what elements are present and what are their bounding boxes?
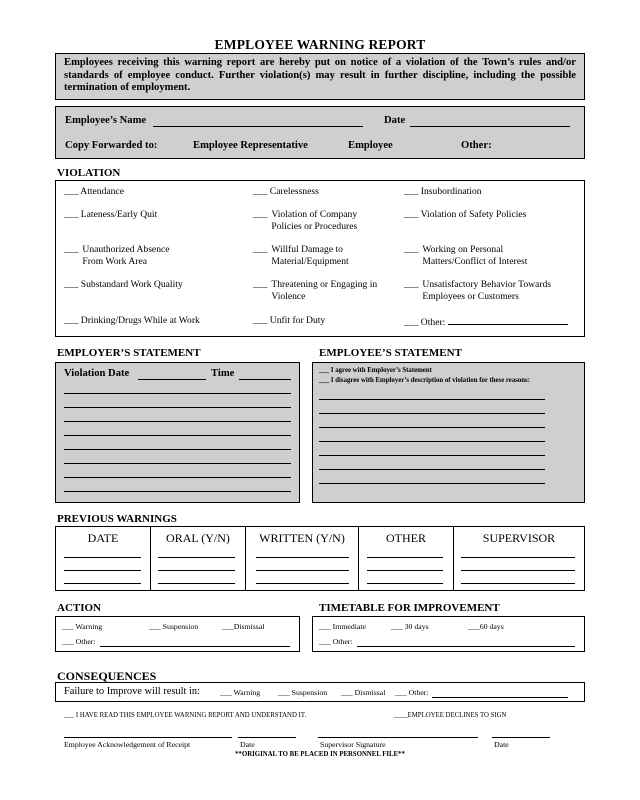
col-oral: ORAL (Y/N) (166, 531, 230, 545)
timetable-other[interactable]: ___ Other: (319, 637, 353, 646)
employee-info-box (55, 106, 585, 159)
employer-line (64, 449, 291, 450)
violation-item-other[interactable]: ___ Other: (404, 315, 568, 329)
employee-line (319, 413, 545, 414)
employer-line (64, 407, 291, 408)
employer-line (64, 477, 291, 478)
supervisor-signature-label: Supervisor Signature (320, 740, 386, 749)
employee-date-label: Date (240, 740, 255, 749)
employee-statement-box[interactable] (312, 362, 585, 503)
timetable-30-days[interactable]: ___ 30 days (391, 622, 429, 631)
disagree-option[interactable]: ___ I disagree with Employer’s description of violation for these reasons: (319, 377, 530, 384)
violation-item-carelessness[interactable]: ___ Carelessness (253, 186, 319, 197)
violation-date-label: Violation Date (64, 368, 130, 379)
copy-forwarded-label: Copy Forwarded to: (65, 140, 158, 151)
col-written: WRITTEN (Y/N) (259, 531, 345, 545)
copy-other[interactable]: Other: (461, 140, 492, 151)
col-other: OTHER (386, 531, 426, 545)
employer-line (64, 393, 291, 394)
supervisor-signature-line (318, 737, 478, 738)
personnel-file-footer: **ORIGINAL TO BE PLACED IN PERSONNEL FILE** (235, 751, 405, 758)
consequences-box (55, 682, 585, 702)
employee-name-field[interactable] (153, 117, 363, 127)
violation-item-substandard-work[interactable]: ___ Substandard Work Quality (64, 279, 183, 290)
violation-item-attendance[interactable]: ___ Attendance (64, 186, 124, 197)
violation-item-unfit-for-duty[interactable]: ___ Unfit for Duty (253, 315, 326, 326)
employee-date-line (238, 737, 296, 738)
report-title: EMPLOYEE WARNING REPORT (214, 37, 426, 52)
time-field[interactable] (239, 370, 291, 380)
employer-line (64, 421, 291, 422)
timetable-immediate[interactable]: ___ Immediate (319, 622, 366, 631)
violation-item-willful-damage[interactable]: ___ Willful Damage to Material/Equipment (253, 244, 349, 267)
timetable-box (312, 616, 585, 652)
declines-to-sign-option[interactable]: ____EMPLOYEE DECLINES TO SIGN (394, 712, 507, 719)
failure-label: Failure to Improve will result in: (64, 686, 200, 697)
consequence-suspension[interactable]: ___ Suspension (278, 688, 328, 697)
employee-name-label: Employee’s Name (65, 115, 147, 126)
supervisor-date-line (492, 737, 550, 738)
date-label: Date (384, 115, 406, 126)
violation-date-field[interactable] (138, 370, 206, 380)
action-suspension[interactable]: ___ Suspension (149, 622, 199, 631)
employee-acknowledgement-label: Employee Acknowledgement of Receipt (64, 740, 191, 749)
consequences-heading: CONSEQUENCES (57, 669, 157, 683)
consequence-other-field[interactable] (432, 688, 568, 698)
time-label: Time (211, 368, 235, 379)
violation-item-lateness[interactable]: ___ Lateness/Early Quit (64, 209, 158, 220)
timetable-60-days[interactable]: ___60 days (468, 622, 504, 631)
consequence-warning[interactable]: ___ Warning (220, 688, 261, 697)
action-heading: ACTION (57, 602, 102, 614)
employee-signature-line (64, 737, 232, 738)
col-date: DATE (87, 531, 119, 545)
violation-item-company-policies[interactable]: ___ Violation of Company Policies or Procedures (253, 209, 358, 232)
copy-employee[interactable]: Employee (348, 140, 393, 151)
timetable-other-field[interactable] (357, 637, 575, 647)
employer-statement-box[interactable] (55, 362, 300, 503)
previous-warnings-heading: PREVIOUS WARNINGS (57, 513, 177, 525)
employer-line (64, 491, 291, 492)
col-supervisor: SUPERVISOR (482, 531, 556, 545)
agree-option[interactable]: ___ I agree with Employer’s Statement (319, 367, 432, 374)
employer-line (64, 463, 291, 464)
employer-line (64, 435, 291, 436)
consequence-other[interactable]: ___ Other: (395, 688, 429, 697)
violation-item-unauthorized-absence[interactable]: ___ Unauthorized Absence From Work Area (64, 244, 170, 267)
action-dismissal[interactable]: ___Dismissal (222, 622, 265, 631)
employee-line (319, 483, 545, 484)
action-warning[interactable]: ___ Warning (62, 622, 103, 631)
employer-statement-heading: EMPLOYER’S STATEMENT (57, 347, 201, 359)
violation-item-safety-policies[interactable]: ___ Violation of Safety Policies (404, 209, 527, 220)
employee-line (319, 469, 545, 470)
violation-item-personal-matters[interactable]: ___ Working on Personal Matters/Conflict of Interest (404, 244, 528, 267)
action-other[interactable]: ___ Other: (62, 637, 96, 646)
intro-notice-box (55, 53, 585, 100)
employee-line (319, 399, 545, 400)
violation-item-unsatisfactory-behavior[interactable]: ___ Unsatisfactory Behavior Towards Employees or Customers (404, 279, 552, 302)
violation-item-drinking-drugs[interactable]: ___ Drinking/Drugs While at Work (64, 315, 200, 326)
action-other-field[interactable] (100, 637, 290, 647)
violation-heading: VIOLATION (57, 167, 121, 179)
employee-line (319, 441, 545, 442)
violation-item-insubordination[interactable]: ___ Insubordination (404, 186, 482, 197)
employee-statement-heading: EMPLOYEE’S STATEMENT (319, 347, 462, 359)
copy-employee-representative[interactable]: Employee Representative (193, 140, 308, 151)
read-statement-option[interactable]: ___ I HAVE READ THIS EMPLOYEE WARNING REPORT AND UNDERSTAND IT. (64, 712, 307, 719)
timetable-heading: TIMETABLE FOR IMPROVEMENT (319, 602, 500, 614)
violation-item-threatening[interactable]: ___ Threatening or Engaging in Violence (253, 279, 378, 302)
intro-notice-text: Employees receiving this warning report are hereby put on notice of a violation of the Town’s rules and/or standards of employee conduct. Further violation(s) may result in further discipline, including the possible termination of employment. (64, 57, 576, 94)
employee-line (319, 455, 545, 456)
violation-other-field (448, 315, 568, 325)
supervisor-date-label: Date (494, 740, 509, 749)
action-box (55, 616, 300, 652)
date-field[interactable] (410, 117, 570, 127)
consequence-dismissal[interactable]: ___ Dismissal (341, 688, 386, 697)
employee-line (319, 427, 545, 428)
previous-warnings-table (55, 526, 585, 591)
